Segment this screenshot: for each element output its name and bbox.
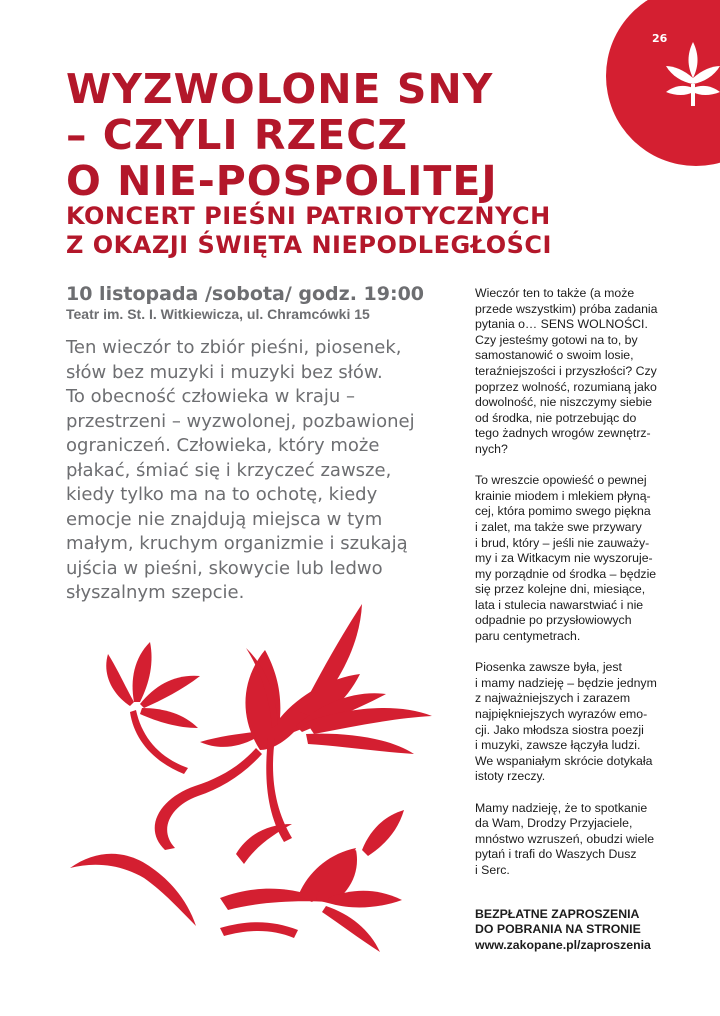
invitation-link[interactable]: www.zakopane.pl/zaproszenia bbox=[475, 937, 651, 952]
intro-line: ujścia w pieśni, skowycie lub ledwo bbox=[66, 557, 383, 579]
side-line: z najważniejszych i zarazem bbox=[475, 691, 631, 706]
side-paragraph-song bbox=[475, 660, 685, 785]
event-subtitle bbox=[66, 202, 552, 260]
invitation-notice bbox=[475, 907, 685, 954]
invitation-line: BEZPŁATNE ZAPROSZENIA bbox=[475, 906, 640, 921]
side-line: dowolność, nie niszczymy siebie bbox=[475, 395, 653, 410]
side-line: pytania o… SENS WOLNOŚCI. bbox=[475, 317, 648, 332]
event-title-line: O NIE-POSPOLITEJ bbox=[66, 157, 498, 205]
side-paragraph-freedom bbox=[475, 286, 685, 458]
side-line: od środka, nie potrzebując do bbox=[475, 410, 637, 425]
side-line: cej, która pomimo swego piękna bbox=[475, 504, 651, 519]
invitation-line: DO POBRANIA NA STRONIE bbox=[475, 922, 641, 937]
page-number: 26 bbox=[652, 32, 668, 45]
side-line: teraźniejszości i przyszłości? Czy bbox=[475, 363, 657, 378]
side-line: samostanowić o swoim losie, bbox=[475, 348, 634, 363]
side-line: pytań i trafi do Waszych Dusz bbox=[475, 847, 637, 862]
side-line: Piosenka zawsze była, jest bbox=[475, 660, 622, 675]
side-column bbox=[475, 286, 685, 969]
intro-paragraph bbox=[66, 336, 446, 606]
side-line: najpiękniejszych wyrazów emo- bbox=[475, 707, 648, 722]
event-venue: Teatr im. St. I. Witkiewicza, ul. Chramcówki 15 bbox=[66, 306, 370, 322]
event-title-line: – CZYLI RZECZ bbox=[66, 111, 409, 159]
event-title-line: WYZWOLONE SNY bbox=[66, 65, 494, 113]
side-line: paru centymetrach. bbox=[475, 629, 581, 644]
intro-line: Ten wieczór to zbiór pieśni, piosenek, bbox=[66, 337, 402, 358]
side-line: my i za Witkacym nie wyszoruje- bbox=[475, 551, 653, 566]
side-line: przede wszystkim) próba zadania bbox=[475, 301, 658, 316]
side-line: Mamy nadzieję, że to spotkanie bbox=[475, 800, 648, 815]
intro-line: To obecność człowieka w kraju – bbox=[66, 386, 356, 407]
intro-line: słyszalnym szepcie. bbox=[66, 582, 245, 603]
intro-line: emocje nie znajdują miejsca w tym bbox=[66, 508, 383, 530]
event-date-time: 10 listopada /sobota/ godz. 19:00 bbox=[66, 283, 425, 305]
event-subtitle-line: KONCERT PIEŚNI PATRIOTYCZNYCH bbox=[66, 202, 551, 230]
event-subtitle-line: Z OKAZJI ŚWIĘTA NIEPODLEGŁOŚCI bbox=[66, 231, 552, 259]
side-line: To wreszcie opowieść o pewnej bbox=[475, 473, 647, 488]
stylized-highlander-plant-icon bbox=[666, 40, 720, 106]
side-line: my porządnie od środka – będzie bbox=[475, 566, 657, 581]
side-line: nych? bbox=[475, 441, 508, 456]
side-line: i Serc. bbox=[475, 862, 510, 877]
intro-line: kiedy tylko ma na to ochotę, kiedy bbox=[66, 484, 378, 505]
side-line: tego żadnych wrogów zewnętrz- bbox=[475, 426, 651, 441]
side-line: We wspaniałym skrócie dotykała bbox=[475, 753, 653, 768]
side-line: krainie miodem i mlekiem płyną- bbox=[475, 488, 651, 503]
side-line: poprzez wolność, rozumianą jako bbox=[475, 379, 657, 394]
folk-floral-ornament bbox=[60, 598, 460, 960]
intro-line: płakać, śmiać się i krzyczeć zawsze, bbox=[66, 459, 392, 481]
side-line: odpadnie po przysłowiowych bbox=[475, 613, 632, 628]
intro-line: ograniczeń. Człowieka, który może bbox=[66, 435, 380, 456]
side-line: mnóstwo wzruszeń, obudzi wiele bbox=[475, 831, 655, 846]
intro-line: słów bez muzyki i muzyki bez słów. bbox=[66, 361, 383, 383]
side-line: lata i stulecia nawarstwiać i nie bbox=[475, 597, 644, 612]
side-line: da Wam, Drodzy Przyjaciele, bbox=[475, 816, 633, 831]
side-line: istoty rzeczy. bbox=[475, 769, 546, 784]
side-line: i zalet, ma także swe przywary bbox=[475, 519, 642, 534]
side-line: i mamy nadzieję – będzie jednym bbox=[475, 675, 657, 690]
side-line: cji. Jako młodsza siostra poezji bbox=[475, 722, 644, 737]
side-line: i brud, który – jeśli nie zauważy- bbox=[475, 535, 650, 550]
side-line: Czy jesteśmy gotowi na to, by bbox=[475, 332, 638, 347]
side-line: i muzyki, zawsze łączyła ludzi. bbox=[475, 738, 641, 753]
intro-line: przestrzeni – wyzwolonej, pozbawionej bbox=[66, 410, 415, 432]
side-paragraph-land bbox=[475, 473, 685, 645]
side-line: Wieczór ten to także (a może bbox=[475, 286, 635, 300]
side-line: się przez kolejne dni, miesiące, bbox=[475, 582, 646, 597]
intro-line: małym, kruchym organizmie i szukają bbox=[66, 533, 408, 554]
side-paragraph-hope bbox=[475, 801, 685, 879]
event-title bbox=[66, 66, 498, 204]
